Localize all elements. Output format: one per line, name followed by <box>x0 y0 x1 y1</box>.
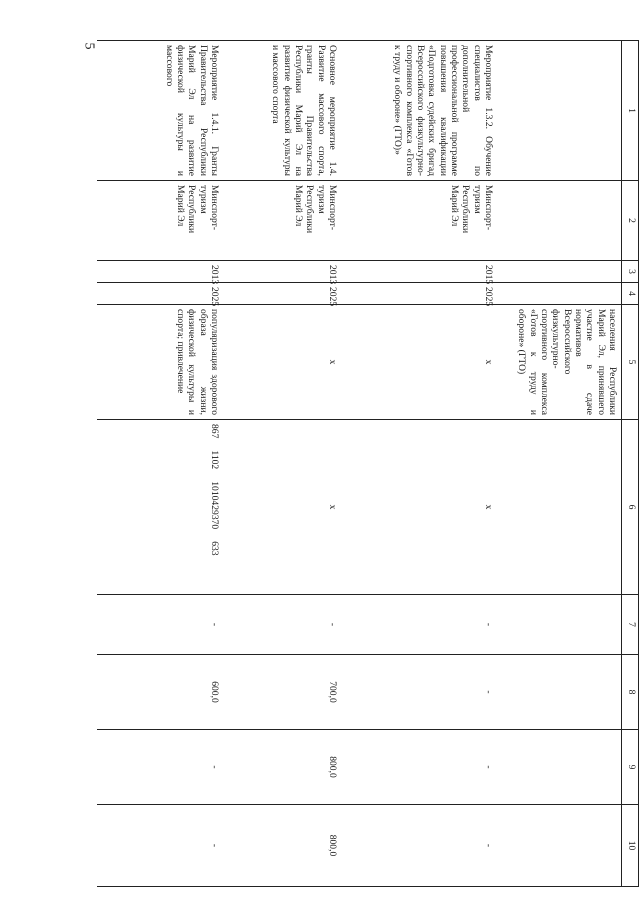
cell-start-year: 2013 <box>97 261 223 283</box>
cell-start-year: 2015 <box>341 261 497 283</box>
table-row <box>341 41 497 887</box>
cell-result: x <box>223 305 341 420</box>
cell-code: x <box>341 420 497 595</box>
table-wrapper <box>97 40 639 886</box>
cell-end-year: 2025 <box>223 283 341 305</box>
cell-executor: Минспорт-туризм Республики Марий Эл <box>97 181 223 261</box>
table-row <box>97 41 223 887</box>
cell-col9: - <box>341 730 497 805</box>
code-type: 633 <box>209 541 220 556</box>
header-cell: 10 <box>622 805 639 887</box>
cell-activity: Мероприятие 1.3.2. Обучение специалистов по дополнительной профессиональной программе повышения квалификации «Подготовка судейских бригад Всероссийского физкультурно-спортивного комплекса «Готов к труду и обороне» (ГТО)» <box>341 41 497 181</box>
data-table <box>97 40 639 887</box>
table-row <box>223 41 341 887</box>
cell-col8: - <box>341 655 497 730</box>
cell-col7: - <box>223 595 341 655</box>
header-cell: 1 <box>622 41 639 181</box>
header-cell: 6 <box>622 420 639 595</box>
header-cell: 5 <box>622 305 639 420</box>
cell-executor: Минспорт-туризм Республики Марий Эл <box>223 181 341 261</box>
cell-result: населения Республики Марий Эл, принявшего участие в сдаче нормативов Всероссийского физкультурно-спортивного комплекса «Готов к труду и обороне» (ГТО) <box>497 305 622 420</box>
cell-end-year: 2025 <box>97 283 223 305</box>
cell-col7: - <box>341 595 497 655</box>
code-ministry: 867 <box>209 424 220 439</box>
cell-col10: 800,0 <box>223 805 341 887</box>
header-cell: 3 <box>622 261 639 283</box>
cell-col8: 700,0 <box>223 655 341 730</box>
header-cell: 4 <box>622 283 639 305</box>
code-group <box>209 424 220 590</box>
code-section: 1102 <box>209 450 220 470</box>
cell-end-year: 2025 <box>341 283 497 305</box>
cell-col10: - <box>97 805 223 887</box>
cell-col7: - <box>97 595 223 655</box>
table-row <box>497 41 622 887</box>
header-cell: 2 <box>622 181 639 261</box>
page-number: 5 <box>81 42 97 50</box>
cell-code <box>97 420 223 595</box>
cell-activity: Мероприятие 1.4.1. Гранты Правительства Республики Марий Эл на развитие физической культуры и массового <box>97 41 223 181</box>
code-target: 1010429370 <box>209 481 220 530</box>
header-row <box>622 41 639 887</box>
cell-code: x <box>223 420 341 595</box>
cell-col9: - <box>97 730 223 805</box>
cell-result: популяризация здорового образа жизни, физической культуры и спорта; привлечение <box>97 305 223 420</box>
cell-col9: 800,0 <box>223 730 341 805</box>
cell-activity: Основное мероприятие 1.4. Развитие массового спорта, гранты Правительства Республики Марий Эл на развитие физической культуры и массового спорта <box>223 41 341 181</box>
header-cell: 7 <box>622 595 639 655</box>
header-cell: 9 <box>622 730 639 805</box>
cell-col10: - <box>341 805 497 887</box>
cell-col8: 600,0 <box>97 655 223 730</box>
cell-start-year: 2013 <box>223 261 341 283</box>
cell-executor: Минспорт-туризм Республики Марий Эл <box>341 181 497 261</box>
cell-result: x <box>341 305 497 420</box>
header-cell: 8 <box>622 655 639 730</box>
